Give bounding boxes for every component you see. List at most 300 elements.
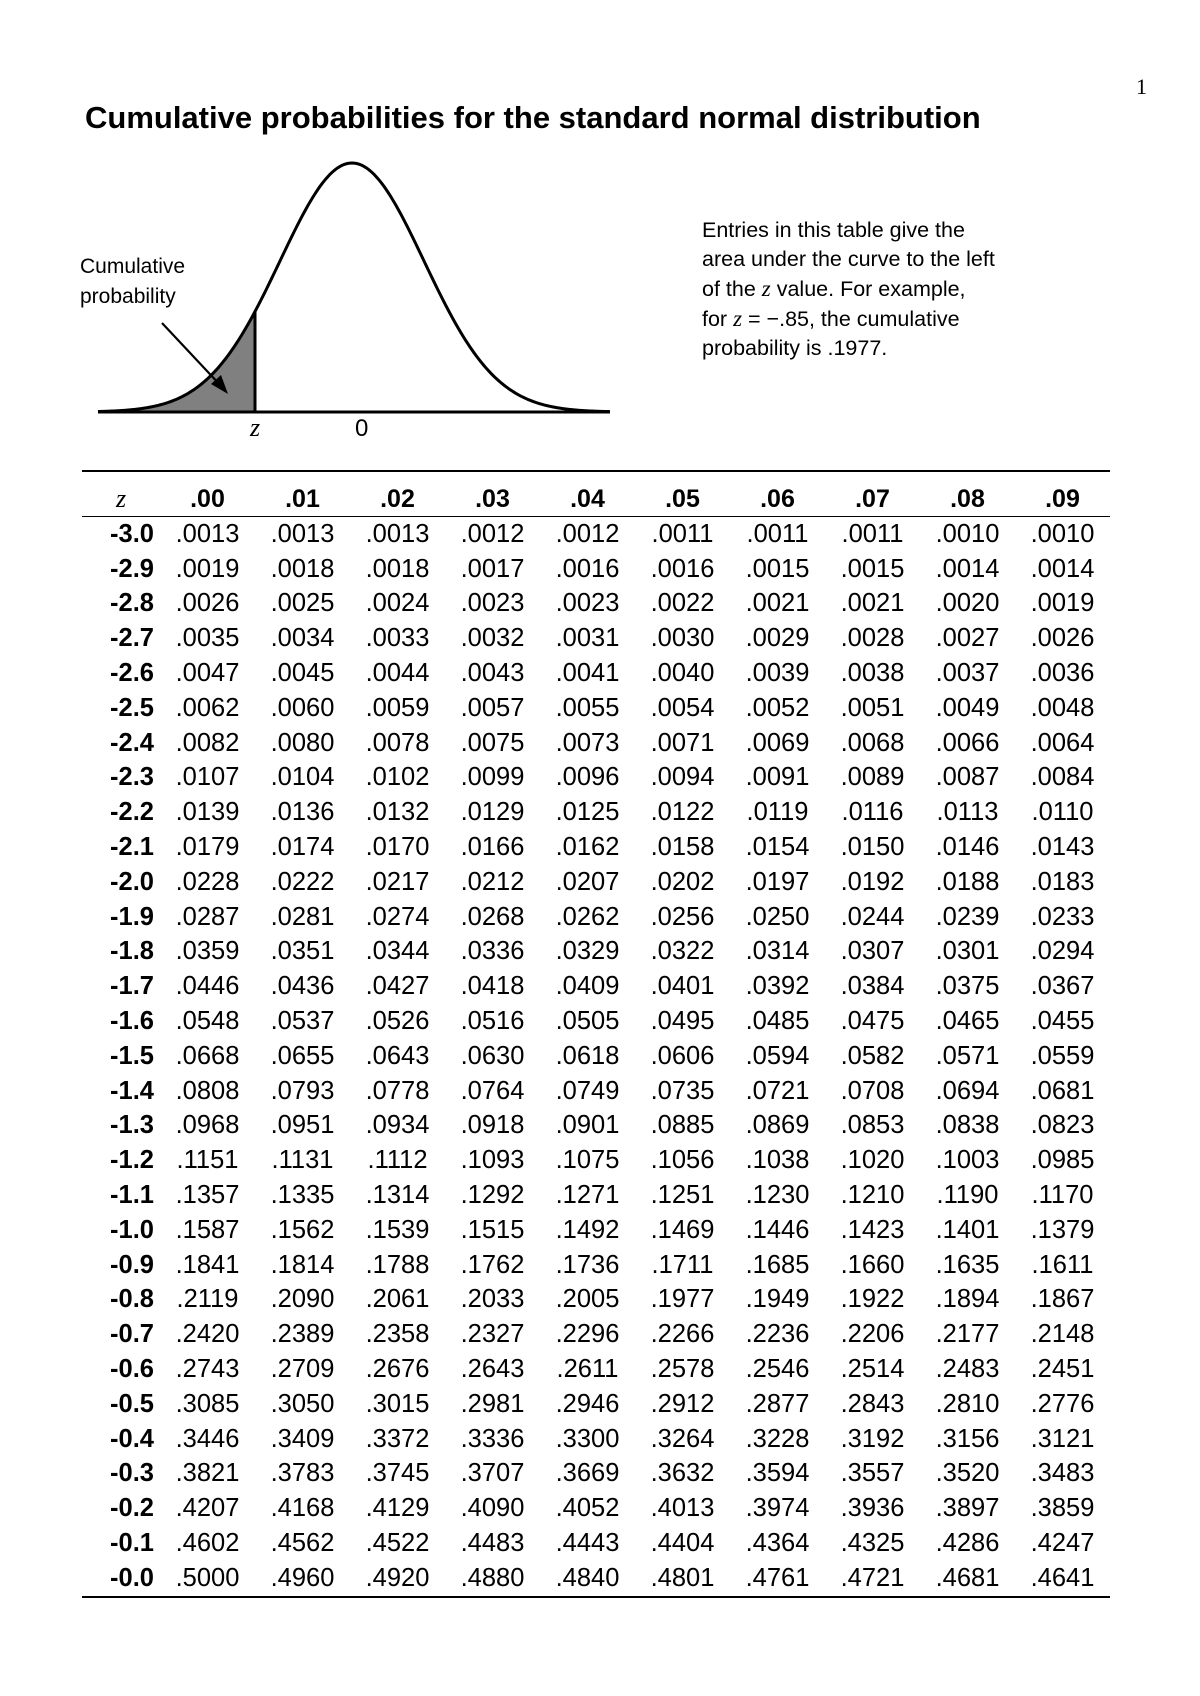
probability-cell: .4641 <box>1030 1563 1095 1592</box>
probability-cell: .0064 <box>1030 728 1095 757</box>
probability-cell: .0708 <box>840 1076 905 1105</box>
z-value-cell: -2.4 <box>110 728 154 757</box>
probability-cell: .2119 <box>176 1285 239 1314</box>
z-value-cell: -2.2 <box>110 798 154 827</box>
probability-cell: .0735 <box>650 1076 715 1105</box>
axis-zero-label: 0 <box>355 415 369 442</box>
note-z-symbol: z <box>733 306 743 331</box>
probability-cell: .3015 <box>365 1389 430 1418</box>
probability-cell: .3859 <box>1030 1494 1095 1523</box>
probability-cell: .0087 <box>935 763 1000 792</box>
probability-cell: .0026 <box>1030 624 1095 653</box>
table-explanation-note <box>702 216 1072 363</box>
probability-cell: .0057 <box>460 693 525 722</box>
probability-cell: .0594 <box>745 1041 810 1070</box>
note-text: = −.85, the cumulative <box>748 307 960 331</box>
probability-cell: .2578 <box>650 1355 715 1384</box>
probability-cell: .3783 <box>270 1459 335 1488</box>
probability-cell: .0183 <box>1030 867 1095 896</box>
probability-cell: .0104 <box>270 763 335 792</box>
table-row <box>82 517 1110 552</box>
table-row <box>82 656 1110 691</box>
probability-cell: .0018 <box>365 554 430 583</box>
z-value-cell: -2.3 <box>110 763 154 792</box>
pointer-arrow-shaft <box>162 323 222 387</box>
probability-cell: .1922 <box>840 1285 905 1314</box>
probability-cell: .0516 <box>460 1007 525 1036</box>
probability-cell: .0025 <box>270 589 335 618</box>
probability-cell: .0016 <box>650 554 715 583</box>
probability-cell: .0037 <box>935 659 1000 688</box>
note-z-symbol: z <box>761 276 771 301</box>
probability-cell: .0392 <box>745 972 810 1001</box>
probability-cell: .0080 <box>270 728 335 757</box>
probability-cell: .0401 <box>650 972 715 1001</box>
probability-cell: .1685 <box>745 1250 810 1279</box>
cumulative-probability-label <box>80 252 185 312</box>
probability-cell: .0475 <box>840 1007 905 1036</box>
probability-cell: .0367 <box>1030 972 1095 1001</box>
probability-cell: .0013 <box>270 519 335 548</box>
probability-cell: .4483 <box>460 1529 525 1557</box>
probability-cell: .0119 <box>746 798 809 827</box>
probability-cell: .0116 <box>841 798 904 827</box>
probability-cell: .0019 <box>175 554 240 583</box>
probability-cell: .0011 <box>746 519 809 548</box>
z-value-cell: -2.5 <box>110 693 154 722</box>
probability-cell: .0571 <box>935 1041 1000 1070</box>
probability-cell: .1841 <box>175 1250 240 1279</box>
probability-cell: .0039 <box>745 659 810 688</box>
probability-cell: .0011 <box>841 519 904 548</box>
probability-cell: .1894 <box>935 1285 1000 1314</box>
probability-cell: .0582 <box>840 1041 905 1070</box>
probability-cell: .1379 <box>1030 1215 1095 1244</box>
probability-cell: .1335 <box>270 1181 335 1210</box>
z-value-cell: -0.3 <box>110 1459 154 1488</box>
probability-cell: .0274 <box>365 902 430 931</box>
table-row <box>82 795 1110 830</box>
probability-cell: .2206 <box>840 1320 905 1349</box>
probability-cell: .0446 <box>175 972 240 1001</box>
probability-cell: .1151 <box>176 1146 239 1175</box>
probability-cell: .0028 <box>840 624 905 653</box>
probability-cell: .0207 <box>555 867 620 896</box>
table-row <box>82 1109 1110 1144</box>
probability-cell: .3264 <box>650 1424 715 1453</box>
probability-cell: .0136 <box>270 798 335 827</box>
table-row <box>82 1283 1110 1318</box>
label-line-1: Cumulative <box>80 255 186 278</box>
probability-cell: .0096 <box>555 763 620 792</box>
probability-cell: .1762 <box>460 1250 525 1279</box>
probability-cell: .1210 <box>840 1181 905 1210</box>
probability-cell: .0029 <box>745 624 810 653</box>
probability-cell: .0233 <box>1030 902 1095 931</box>
table-row <box>82 1248 1110 1283</box>
probability-cell: .4801 <box>650 1563 715 1592</box>
probability-cell: .0217 <box>365 867 430 896</box>
probability-cell: .0239 <box>935 902 1000 931</box>
probability-cell: .0764 <box>460 1076 525 1105</box>
probability-cell: .0436 <box>270 972 335 1001</box>
probability-cell: .0329 <box>555 937 620 966</box>
probability-cell: .4840 <box>555 1563 620 1592</box>
probability-cell: .1814 <box>270 1250 335 1279</box>
probability-cell: .2148 <box>1030 1320 1095 1349</box>
probability-cell: .0014 <box>935 554 1000 583</box>
probability-cell: .0073 <box>555 728 620 757</box>
probability-cell: .0021 <box>840 589 905 618</box>
table-row <box>82 691 1110 726</box>
probability-cell: .0122 <box>650 798 715 827</box>
z-value-cell: -2.0 <box>110 867 154 896</box>
probability-cell: .0314 <box>745 937 810 966</box>
probability-cell: .2451 <box>1030 1355 1095 1384</box>
probability-cell: .0823 <box>1030 1111 1095 1140</box>
probability-cell: .4562 <box>270 1529 335 1557</box>
probability-cell: .1562 <box>270 1215 335 1244</box>
z-value-cell: -1.5 <box>110 1041 154 1070</box>
probability-cell: .3446 <box>175 1424 240 1453</box>
probability-cell: .2177 <box>935 1320 1000 1349</box>
probability-cell: .0212 <box>460 867 525 896</box>
probability-cell: .0901 <box>555 1111 620 1140</box>
probability-cell: .0618 <box>555 1041 620 1070</box>
probability-cell: .3745 <box>365 1459 430 1488</box>
table-header-row <box>82 472 1110 517</box>
probability-cell: .0351 <box>270 937 335 966</box>
z-value-cell: -2.6 <box>110 659 154 688</box>
probability-cell: .3121 <box>1030 1424 1095 1453</box>
probability-cell: .1423 <box>840 1215 905 1244</box>
probability-cell: .0668 <box>175 1041 240 1070</box>
probability-cell: .0154 <box>745 833 810 862</box>
table-row <box>82 865 1110 900</box>
probability-cell: .3085 <box>175 1389 240 1418</box>
probability-cell: .0281 <box>270 902 335 931</box>
probability-cell: .0026 <box>175 589 240 618</box>
probability-cell: .1003 <box>935 1146 1000 1175</box>
probability-cell: .0033 <box>365 624 430 653</box>
probability-cell: .0032 <box>460 624 525 653</box>
probability-cell: .0853 <box>840 1111 905 1140</box>
table-row <box>82 587 1110 622</box>
probability-cell: .2546 <box>745 1355 810 1384</box>
z-value-cell: -1.1 <box>110 1181 154 1210</box>
note-text: of the <box>702 277 756 301</box>
probability-cell: .4681 <box>935 1563 1000 1592</box>
probability-cell: .4721 <box>840 1563 905 1592</box>
probability-cell: .2877 <box>745 1389 810 1418</box>
table-row <box>82 1526 1110 1561</box>
probability-cell: .2776 <box>1030 1389 1095 1418</box>
z-value-cell: -1.9 <box>110 902 154 931</box>
probability-cell: .1867 <box>1030 1285 1095 1314</box>
probability-cell: .0038 <box>840 659 905 688</box>
probability-cell: .1190 <box>936 1181 999 1210</box>
probability-cell: .4761 <box>745 1563 810 1592</box>
probability-cell: .0075 <box>460 728 525 757</box>
probability-cell: .0301 <box>935 937 1000 966</box>
probability-cell: .4364 <box>745 1529 810 1557</box>
z-value-cell: -0.8 <box>110 1285 154 1314</box>
table-row <box>82 1491 1110 1526</box>
probability-cell: .2912 <box>650 1389 715 1418</box>
probability-cell: .3483 <box>1030 1459 1095 1488</box>
probability-cell: .2420 <box>175 1320 240 1349</box>
probability-cell: .1170 <box>1031 1181 1094 1210</box>
column-header: .08 <box>920 472 1015 517</box>
probability-cell: .2981 <box>460 1389 525 1418</box>
probability-cell: .0244 <box>840 902 905 931</box>
probability-cell: .0228 <box>175 867 240 896</box>
table-row <box>82 900 1110 935</box>
probability-cell: .0048 <box>1030 693 1095 722</box>
probability-cell: .1093 <box>460 1146 525 1175</box>
z-value-cell: -0.0 <box>110 1563 154 1592</box>
probability-cell: .0359 <box>175 937 240 966</box>
note-line-3 <box>702 274 1072 304</box>
probability-cell: .4247 <box>1030 1529 1095 1557</box>
normal-curve-figure <box>80 150 620 460</box>
probability-cell: .0054 <box>650 693 715 722</box>
probability-cell: .1736 <box>555 1250 620 1279</box>
probability-cell: .1949 <box>745 1285 810 1314</box>
probability-cell: .1075 <box>555 1146 620 1175</box>
probability-cell: .2709 <box>270 1355 335 1384</box>
table-row <box>82 1457 1110 1492</box>
probability-cell: .4013 <box>650 1494 715 1523</box>
probability-cell: .0222 <box>270 867 335 896</box>
probability-cell: .4325 <box>840 1529 905 1557</box>
table-row <box>82 1004 1110 1039</box>
probability-cell: .0146 <box>935 833 1000 862</box>
probability-cell: .0023 <box>555 589 620 618</box>
z-value-cell: -2.7 <box>110 624 154 653</box>
probability-cell: .0250 <box>745 902 810 931</box>
probability-cell: .0188 <box>935 867 1000 896</box>
probability-cell: .1271 <box>555 1181 620 1210</box>
probability-cell: .0015 <box>840 554 905 583</box>
probability-cell: .4522 <box>365 1529 430 1557</box>
probability-cell: .0307 <box>840 937 905 966</box>
probability-cell: .3594 <box>745 1459 810 1488</box>
probability-cell: .3936 <box>840 1494 905 1523</box>
z-value-cell: -0.5 <box>110 1389 154 1418</box>
probability-cell: .1587 <box>175 1215 240 1244</box>
probability-cell: .0192 <box>840 867 905 896</box>
probability-cell: .2005 <box>555 1285 620 1314</box>
probability-cell: .0559 <box>1030 1041 1095 1070</box>
probability-cell: .0040 <box>650 659 715 688</box>
axis-z-label: z <box>250 413 261 442</box>
probability-cell: .3228 <box>745 1424 810 1453</box>
probability-cell: .1469 <box>650 1215 715 1244</box>
table-row <box>82 1039 1110 1074</box>
probability-cell: .4920 <box>365 1563 430 1592</box>
probability-cell: .0869 <box>745 1111 810 1140</box>
probability-cell: .2389 <box>270 1320 335 1349</box>
probability-cell: .3821 <box>175 1459 240 1488</box>
probability-cell: .3557 <box>840 1459 905 1488</box>
z-value-cell: -0.1 <box>110 1529 154 1557</box>
probability-cell: .2743 <box>175 1355 240 1384</box>
probability-cell: .2358 <box>365 1320 430 1349</box>
table-row <box>82 1387 1110 1422</box>
probability-cell: .2327 <box>460 1320 525 1349</box>
probability-cell: .0069 <box>745 728 810 757</box>
table-row <box>82 761 1110 796</box>
probability-cell: .0202 <box>650 867 715 896</box>
probability-cell: .0158 <box>650 833 715 862</box>
probability-cell: .0089 <box>840 763 905 792</box>
probability-cell: .0150 <box>840 833 905 862</box>
probability-cell: .4404 <box>650 1529 715 1557</box>
probability-cell: .0885 <box>650 1111 715 1140</box>
note-line-1: Entries in this table give the <box>702 218 965 242</box>
z-value-cell: -1.7 <box>110 972 154 1001</box>
probability-cell: .0681 <box>1030 1076 1095 1105</box>
probability-cell: .0060 <box>270 693 335 722</box>
probability-cell: .1539 <box>365 1215 430 1244</box>
z-value-cell: -1.0 <box>110 1215 154 1244</box>
probability-cell: .0019 <box>1030 589 1095 618</box>
probability-cell: .0256 <box>650 902 715 931</box>
probability-cell: .4090 <box>460 1494 525 1523</box>
probability-cell: .0043 <box>460 659 525 688</box>
z-value-cell: -2.8 <box>110 589 154 618</box>
column-header: .02 <box>350 472 445 517</box>
probability-cell: .1020 <box>840 1146 905 1175</box>
table-row <box>82 935 1110 970</box>
probability-cell: .0455 <box>1030 1007 1095 1036</box>
probability-cell: .3372 <box>365 1424 430 1453</box>
probability-cell: .2483 <box>935 1355 1000 1384</box>
probability-cell: .0721 <box>745 1076 810 1105</box>
probability-cell: .1635 <box>935 1250 1000 1279</box>
probability-cell: .2611 <box>556 1355 619 1384</box>
probability-cell: .0427 <box>365 972 430 1001</box>
z-value-cell: -1.3 <box>110 1111 154 1140</box>
z-value-cell: -2.9 <box>110 554 154 583</box>
z-table <box>82 470 1110 1598</box>
probability-cell: .0968 <box>175 1111 240 1140</box>
z-value-cell: -0.9 <box>110 1250 154 1279</box>
probability-cell: .0375 <box>935 972 1000 1001</box>
probability-cell: .0749 <box>555 1076 620 1105</box>
column-header: .01 <box>255 472 350 517</box>
table-row <box>82 1352 1110 1387</box>
probability-cell: .2643 <box>460 1355 525 1384</box>
probability-cell: .0015 <box>745 554 810 583</box>
probability-cell: .0016 <box>555 554 620 583</box>
probability-cell: .0485 <box>745 1007 810 1036</box>
probability-cell: .3669 <box>555 1459 620 1488</box>
probability-cell: .3156 <box>935 1424 1000 1453</box>
probability-cell: .0174 <box>270 833 335 862</box>
probability-cell: .4286 <box>935 1529 1000 1557</box>
probability-cell: .0045 <box>270 659 335 688</box>
probability-cell: .0778 <box>365 1076 430 1105</box>
note-line-5: probability is .1977. <box>702 336 888 360</box>
cumulative-probability-table <box>82 472 1110 1596</box>
column-header: .09 <box>1015 472 1110 517</box>
probability-cell: .0010 <box>935 519 1000 548</box>
probability-cell: .0197 <box>745 867 810 896</box>
probability-cell: .1292 <box>460 1181 525 1210</box>
probability-cell: .2236 <box>745 1320 810 1349</box>
page-title: Cumulative probabilities for the standard normal distribution <box>85 100 981 135</box>
probability-cell: .0066 <box>935 728 1000 757</box>
probability-cell: .3300 <box>555 1424 620 1453</box>
probability-cell: .0951 <box>270 1111 335 1140</box>
note-text: for <box>702 307 728 331</box>
probability-cell: .0020 <box>935 589 1000 618</box>
table-row <box>82 1213 1110 1248</box>
cumulative-shaded-area <box>98 312 255 412</box>
table-row <box>82 1422 1110 1457</box>
probability-cell: .0024 <box>365 589 430 618</box>
probability-cell: .0044 <box>365 659 430 688</box>
probability-cell: .0071 <box>650 728 715 757</box>
probability-cell: .1611 <box>1031 1250 1094 1279</box>
column-header-z: z <box>82 472 160 517</box>
table-row <box>82 621 1110 656</box>
probability-cell: .0091 <box>745 763 810 792</box>
probability-cell: .0606 <box>650 1041 715 1070</box>
probability-cell: .1446 <box>745 1215 810 1244</box>
column-header: .07 <box>825 472 920 517</box>
probability-cell: .1492 <box>555 1215 620 1244</box>
probability-cell: .0170 <box>365 833 430 862</box>
probability-cell: .0107 <box>175 763 240 792</box>
z-value-cell: -1.4 <box>110 1076 154 1105</box>
page-number: 1 <box>1136 74 1147 99</box>
z-value-cell: -0.4 <box>110 1424 154 1453</box>
probability-cell: .1660 <box>840 1250 905 1279</box>
probability-cell: .0041 <box>555 659 620 688</box>
z-value-cell: -0.7 <box>110 1320 154 1349</box>
probability-cell: .2810 <box>935 1389 1000 1418</box>
probability-cell: .3409 <box>270 1424 335 1453</box>
probability-cell: .0322 <box>650 937 715 966</box>
probability-cell: .0537 <box>270 1007 335 1036</box>
probability-cell: .0495 <box>650 1007 715 1036</box>
probability-cell: .0078 <box>365 728 430 757</box>
probability-cell: .0059 <box>365 693 430 722</box>
probability-cell: .0047 <box>175 659 240 688</box>
probability-cell: .0294 <box>1030 937 1095 966</box>
probability-cell: .1357 <box>175 1181 240 1210</box>
probability-cell: .4960 <box>270 1563 335 1592</box>
probability-cell: .0017 <box>460 554 525 583</box>
probability-cell: .0179 <box>175 833 240 862</box>
probability-cell: .3520 <box>935 1459 1000 1488</box>
probability-cell: .1038 <box>745 1146 810 1175</box>
probability-cell: .4443 <box>555 1529 620 1557</box>
probability-cell: .0012 <box>460 519 525 548</box>
probability-cell: .2061 <box>365 1285 430 1314</box>
probability-cell: .3974 <box>745 1494 810 1523</box>
probability-cell: .2296 <box>555 1320 620 1349</box>
probability-cell: .0918 <box>460 1111 525 1140</box>
probability-cell: .4880 <box>460 1563 525 1592</box>
probability-cell: .1251 <box>650 1181 715 1210</box>
probability-cell: .3632 <box>650 1459 715 1488</box>
probability-cell: .0934 <box>365 1111 430 1140</box>
probability-cell: .0018 <box>270 554 335 583</box>
